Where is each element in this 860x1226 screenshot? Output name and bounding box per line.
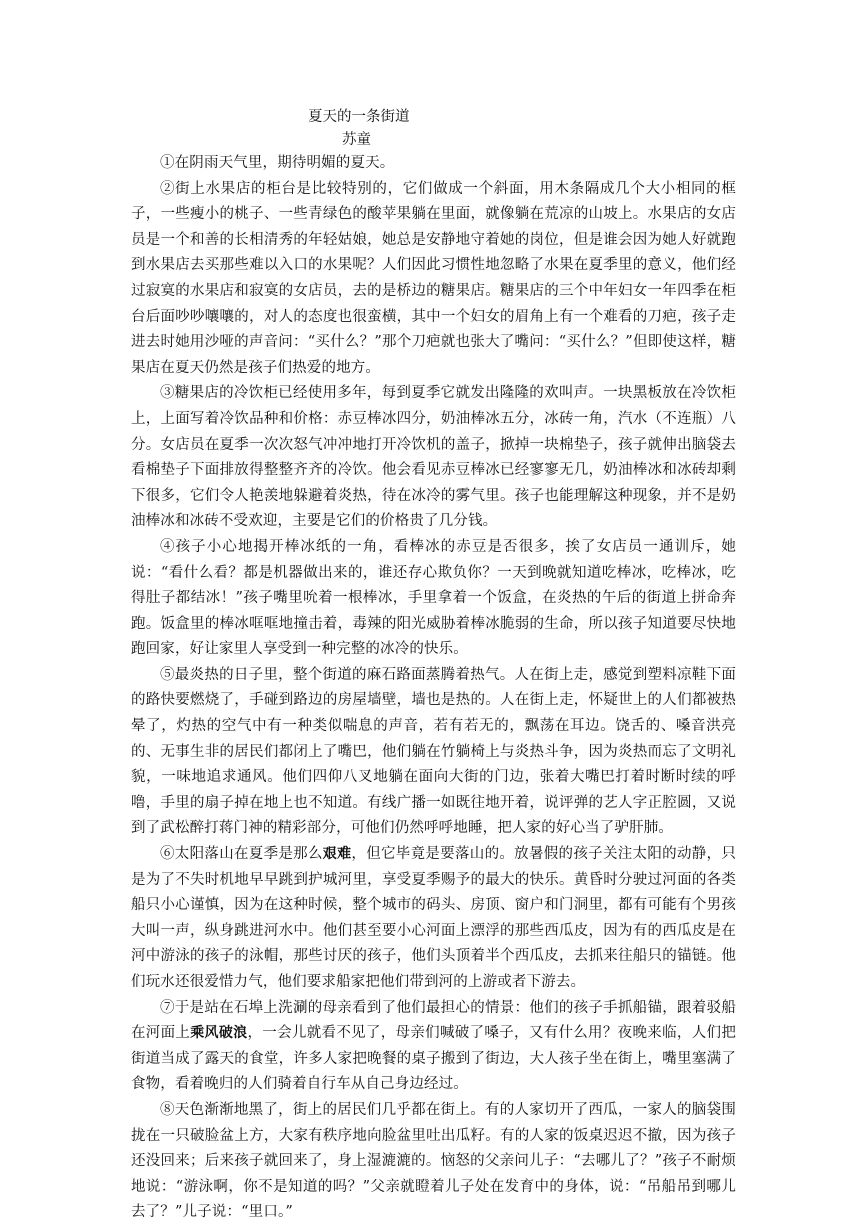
paragraph-6	[131, 842, 736, 996]
paragraph-2: ②街上水果店的柜台是比较特别的，它们做成一个斜面，用木条隔成几个大小相同的框子，一些瘦小的桃子、一些青绿色的酸苹果躺在里面，就像躺在荒凉的山坡上。水果店的女店员是一个和善的长相清秀的年轻姑娘，她总是安静地守着她的岗位，但是谁会因为她人好就跑到水果店去买那些难以入口的水果呢？人们因此习惯性地忽略了水果在夏季里的意义，他们经过寂寞的水果店和寂寞的女店员，去的是桥边的糖果店。糖果店的三个中年妇女一年四季在柜台后面吵吵嚷嚷的，对人的态度也很蛮横，其中一个妇女的眉角上有一个难看的刀疤，孩子走进去时她用沙哑的声音问：“买什么？”那个刀疤就也张大了嘴问：“买什么？”但即使这样，糖果店在夏天仍然是孩子们热爱的地方。	[131, 180, 736, 376]
paragraph-5: ⑤最炎热的日子里，整个街道的麻石路面蒸腾着热气。人在街上走，感觉到塑料凉鞋下面的路快要燃烧了，手碰到路边的房屋墙壁，墙也是热的。人在街上走，怀疑世上的人们都被热晕了，灼热的空气中有一种类似喘息的声音，若有若无的，飘荡在耳边。饶舌的、嗓音洪亮的、无事生非的居民们都闭上了嘴巴，他们躺在竹躺椅上与炎热斗争，因为炎热而忘了文明礼貌，一味地追求通风。他们四仰八叉地躺在面向大街的门边，张着大嘴巴打着时断时续的呼噜，手里的扇子掉在地上也不知道。有线广播一如既往地开着，说评弹的艺人字正腔圆，又说到了武松醉打蒋门神的精彩部分，可他们仍然呼呼地睡，把人家的好心当了驴肝肺。	[131, 666, 736, 837]
paragraph-6-text-before: ⑥太阳落山在夏季是那么	[160, 846, 323, 863]
paragraph-7-text-after: ，一会儿就看不见了，母亲们喊破了嗓子，又有什么用？夜晚来临，人们把街道当成了露天的食堂，许多人家把晚餐的桌子搬到了街边，大人孩子坐在街上，嘴里塞满了食物，看着晚归的人们骑着自行车从自己身边经过。	[131, 1025, 736, 1093]
paragraph-7-bold-phrase: 乘风破浪	[190, 1025, 248, 1042]
paragraph-4: ④孩子小心地揭开棒冰纸的一角，看棒冰的赤豆是否很多，挨了女店员一通训斥，她说：“看什么看？都是机器做出来的，谁还存心欺负你？一天到晚就知道吃棒冰，吃棒冰，吃得肚子都结冰！”孩子嘴里吮着一根棒冰，手里拿着一个饭盒，在炎热的午后的街道上拼命奔跑。饭盒里的棒冰哐哐地撞击着，毒辣的阳光威胁着棒冰脆弱的生命，所以孩子知道要尽快地跑回家，好让家里人享受到一种完整的冰冷的快乐。	[131, 538, 736, 658]
paragraph-6-bold-word: 艰难	[322, 846, 352, 863]
paragraph-3: ③糖果店的冷饮柜已经使用多年，每到夏季它就发出隆隆的欢叫声。一块黑板放在冷饮柜上，上面写着冷饮品种和价格：赤豆棒冰四分，奶油棒冰五分，冰砖一角，汽水（不连瓶）八分。女店员在夏季一次次怒气冲冲地打开冷饮机的盖子，掀掉一块棉垫子，孩子就伸出脑袋去看棉垫子下面排放得整整齐齐的冷饮。他会看见赤豆棒冰已经寥寥无几，奶油棒冰和冰砖却剩下很多，它们令人艳羡地躲避着炎热，待在冰冷的雾气里。孩子也能理解这种现象，并不是奶油棒冰和冰砖不受欢迎，主要是它们的价格贵了几分钱。	[131, 385, 736, 530]
paragraph-7	[131, 996, 736, 1098]
paragraph-8: ⑧天色渐渐地黑了，街上的居民们几乎都在街上。有的人家切开了西瓜，一家人的脑袋围拢在一只破脸盆上方，大家有秩序地向脸盆里吐出瓜籽。有的人家的饭桌迟迟不撤，因为孩子还没回来；后来孩子就回来了，身上湿漉漉的。恼怒的父亲问儿子：“去哪儿了？”孩子不耐烦地说：“游泳啊，你不是知道的吗？”父亲就瞪着儿子处在发育中的身体，说：“吊船吊到哪儿去了？”儿子说：“里口。”	[131, 1101, 736, 1221]
article-author: 苏童	[342, 132, 371, 148]
paragraph-1: ①在阴雨天气里，期待明媚的夏天。	[160, 155, 395, 171]
article-body	[131, 151, 736, 1226]
article-title: 夏天的一条街道	[308, 109, 410, 125]
paragraph-7-text-before: ⑦于是站在石埠上洗涮的母亲看到了他们最担心的情景：他们的孩子手抓船锚，跟着驳船在河面上	[131, 999, 736, 1042]
paragraph-6-text-after: ，但它毕竟是要落山的。放暑假的孩子关注太阳的动静，只是为了不失时机地早早跳到护城河里，享受夏季赐予的最大的快乐。黄昏时分驶过河面的各类船只小心谨慎，因为在这种时候，整个城市的码头、房顶、窗户和门洞里，都有可能有个男孩大叫一声，纵身跳进河水中。他们甚至要小心河面上漂浮的那些西瓜皮，因为有的西瓜皮是在河中游泳的孩子的泳帽，那些讨厌的孩子，他们头顶着半个西瓜皮，去抓来往船只的锚链。他们玩水还很爱惜力气，他们要求船家把他们带到河的上游或者下游去。	[131, 846, 736, 990]
